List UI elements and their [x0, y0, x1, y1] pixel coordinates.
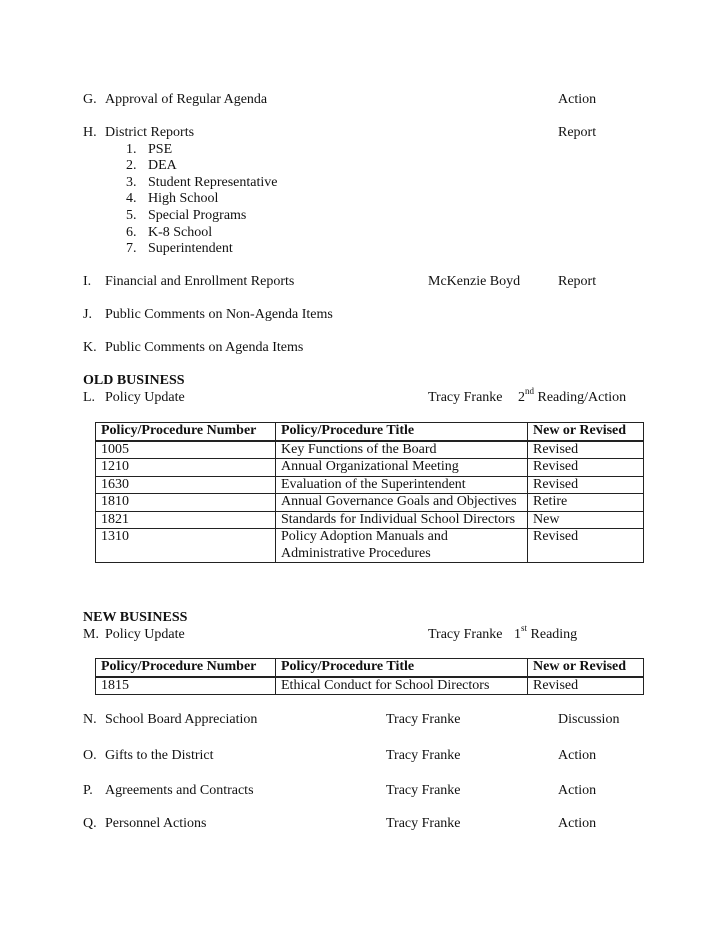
agenda-item-letter: I.	[83, 274, 92, 289]
agenda-item-letter: M.	[83, 627, 99, 642]
column-header: Policy/Procedure Number	[96, 659, 276, 677]
agenda-item-title: Agreements and Contracts	[105, 783, 254, 798]
policy-title: Policy Adoption Manuals and Administrative Procedures	[276, 529, 528, 563]
report-label: Special Programs	[148, 208, 247, 223]
agenda-item-type: Report	[558, 125, 597, 140]
table-header-row	[96, 659, 644, 677]
report-number: 3.	[126, 175, 137, 190]
report-label: K-8 School	[148, 225, 213, 240]
report-number: 1.	[126, 142, 137, 157]
policy-title: Annual Governance Goals and Objectives	[276, 494, 528, 512]
agenda-item-reading	[514, 623, 578, 643]
policy-number: 1821	[96, 511, 276, 529]
column-header: New or Revised	[528, 423, 644, 441]
reading-suffix: nd	[525, 386, 534, 397]
policy-title: Standards for Individual School Directors	[276, 511, 528, 529]
section-heading-old-business: OLD BUSINESS	[83, 373, 185, 388]
policy-title: Evaluation of the Superintendent	[276, 476, 528, 494]
report-number: 6.	[126, 225, 137, 240]
column-header: Policy/Procedure Title	[276, 659, 528, 677]
agenda-item-type: Report	[558, 274, 597, 289]
policy-status: New	[528, 511, 644, 529]
policy-title: Annual Organizational Meeting	[276, 459, 528, 477]
agenda-item-title: District Reports	[105, 125, 195, 140]
policy-number: 1210	[96, 459, 276, 477]
agenda-item-presenter: McKenzie Boyd	[428, 274, 521, 289]
agenda-item-type: Discussion	[558, 712, 620, 727]
table-row	[96, 476, 644, 494]
reading-type: Reading/Action	[537, 390, 627, 405]
agenda-item-presenter: Tracy Franke	[428, 390, 503, 405]
policy-number: 1810	[96, 494, 276, 512]
agenda-item-presenter: Tracy Franke	[386, 783, 461, 798]
reading-suffix: st	[521, 623, 528, 634]
report-label: Student Representative	[148, 175, 278, 190]
agenda-item-title: Gifts to the District	[105, 748, 214, 763]
column-header: New or Revised	[528, 659, 644, 677]
report-number: 2.	[126, 158, 137, 173]
agenda-item-letter: G.	[83, 92, 97, 107]
agenda-item-presenter: Tracy Franke	[386, 816, 461, 831]
agenda-item-title: Policy Update	[105, 627, 185, 642]
policy-number: 1815	[96, 677, 276, 695]
agenda-item-letter: L.	[83, 390, 96, 405]
agenda-item-title: Policy Update	[105, 390, 185, 405]
policy-status: Revised	[528, 529, 644, 563]
table-row	[96, 511, 644, 529]
agenda-item-letter: H.	[83, 125, 97, 140]
table-row	[96, 494, 644, 512]
policy-status: Retire	[528, 494, 644, 512]
reading-type: Reading	[530, 627, 578, 642]
new-business-policy-table	[95, 658, 644, 695]
section-heading-new-business: NEW BUSINESS	[83, 610, 188, 625]
reading-number: 1	[514, 627, 521, 642]
agenda-item-type: Action	[558, 783, 597, 798]
column-header: Policy/Procedure Number	[96, 423, 276, 441]
agenda-item-letter: Q.	[83, 816, 97, 831]
policy-number: 1630	[96, 476, 276, 494]
agenda-item-type: Action	[558, 92, 597, 107]
report-number: 5.	[126, 208, 137, 223]
policy-status: Revised	[528, 459, 644, 477]
table-header-row	[96, 423, 644, 441]
policy-status: Revised	[528, 677, 644, 695]
agenda-item-letter: J.	[83, 307, 92, 322]
policy-title: Key Functions of the Board	[276, 441, 528, 459]
agenda-item-title: Financial and Enrollment Reports	[105, 274, 295, 289]
policy-number: 1005	[96, 441, 276, 459]
agenda-item-title: School Board Appreciation	[105, 712, 258, 727]
policy-status: Revised	[528, 476, 644, 494]
report-label: High School	[148, 191, 219, 206]
table-row	[96, 459, 644, 477]
report-number: 4.	[126, 191, 137, 206]
table-row	[96, 677, 644, 695]
old-business-policy-table	[95, 422, 644, 563]
agenda-item-presenter: Tracy Franke	[428, 627, 503, 642]
agenda-item-type: Action	[558, 816, 597, 831]
column-header: Policy/Procedure Title	[276, 423, 528, 441]
policy-number: 1310	[96, 529, 276, 563]
report-label: DEA	[148, 158, 177, 173]
agenda-item-title: Public Comments on Non-Agenda Items	[105, 307, 333, 322]
agenda-item-letter: P.	[83, 783, 93, 798]
agenda-item-letter: K.	[83, 340, 97, 355]
agenda-item-letter: N.	[83, 712, 97, 727]
agenda-item-letter: O.	[83, 748, 97, 763]
agenda-item-type: Action	[558, 748, 597, 763]
agenda-item-title: Personnel Actions	[105, 816, 207, 831]
policy-title: Ethical Conduct for School Directors	[276, 677, 528, 695]
table-row	[96, 441, 644, 459]
table-row	[96, 529, 644, 563]
report-number: 7.	[126, 241, 137, 256]
policy-status: Revised	[528, 441, 644, 459]
agenda-item-title: Public Comments on Agenda Items	[105, 340, 304, 355]
report-label: PSE	[148, 142, 173, 157]
agenda-item-reading	[518, 386, 627, 406]
reading-number: 2	[518, 390, 525, 405]
agenda-item-presenter: Tracy Franke	[386, 712, 461, 727]
report-label: Superintendent	[148, 241, 233, 256]
agenda-item-title: Approval of Regular Agenda	[105, 92, 268, 107]
agenda-item-presenter: Tracy Franke	[386, 748, 461, 763]
